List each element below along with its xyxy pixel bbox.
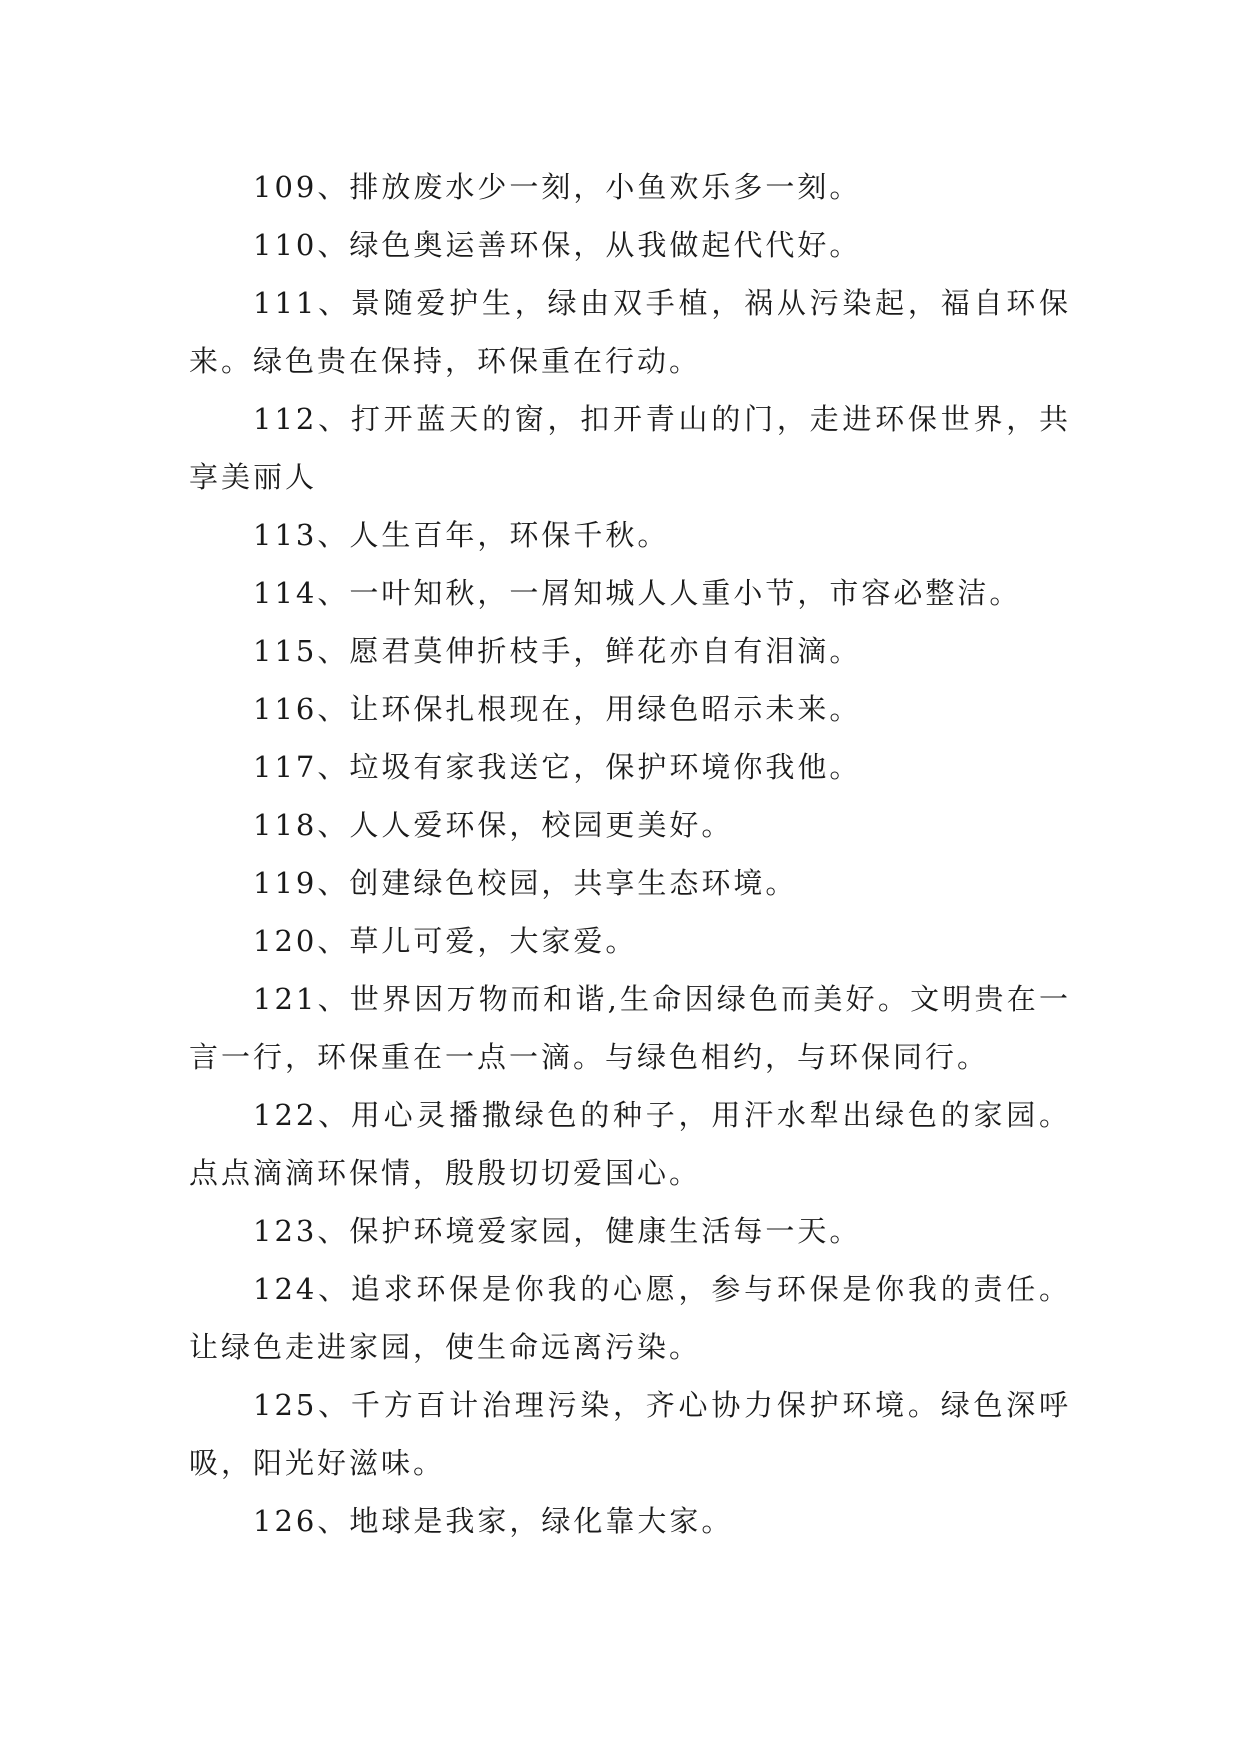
- list-item: 112、打开蓝天的窗，扣开青山的门，走进环保世界，共享美丽人: [189, 402, 1071, 494]
- list-item: 116、让环保扎根现在，用绿色昭示未来。: [253, 692, 862, 726]
- list-item: 123、保护环境爱家园，健康生活每一天。: [253, 1214, 862, 1248]
- list-item: 109、排放废水少一刻，小鱼欢乐多一刻。: [253, 170, 862, 204]
- list-item: 125、千方百计治理污染，齐心协力保护环境。绿色深呼吸，阳光好滋味。: [189, 1388, 1071, 1480]
- list-item: 114、一叶知秋，一屑知城人人重小节，市容必整洁。: [253, 576, 1022, 610]
- list-item: 124、追求环保是你我的心愿，参与环保是你我的责任。让绿色走进家园，使生命远离污染。: [189, 1272, 1071, 1364]
- list-item: 115、愿君莫伸折枝手，鲜花亦自有泪滴。: [253, 634, 862, 668]
- list-item: 113、人生百年，环保千秋。: [253, 518, 670, 552]
- list-item: 111、景随爱护生，绿由双手植，祸从污染起，福自环保来。绿色贵在保持，环保重在行动。: [189, 286, 1071, 378]
- list-item: 122、用心灵播撒绿色的种子，用汗水犁出绿色的家园。点点滴滴环保情，殷殷切切爱国心。: [189, 1098, 1071, 1190]
- document-body: [189, 158, 1071, 1550]
- list-item: 119、创建绿色校园，共享生态环境。: [253, 866, 798, 900]
- list-item: 121、世界因万物而和谐,生命因绿色而美好。文明贵在一言一行，环保重在一点一滴。与绿色相约，与环保同行。: [189, 982, 1071, 1074]
- list-item: 117、垃圾有家我送它，保护环境你我他。: [253, 750, 862, 784]
- list-item: 118、人人爱环保，校园更美好。: [253, 808, 734, 842]
- list-item: 120、草儿可爱，大家爱。: [253, 924, 638, 958]
- list-item: 110、绿色奥运善环保，从我做起代代好。: [253, 228, 862, 262]
- list-item: 126、地球是我家，绿化靠大家。: [253, 1504, 734, 1538]
